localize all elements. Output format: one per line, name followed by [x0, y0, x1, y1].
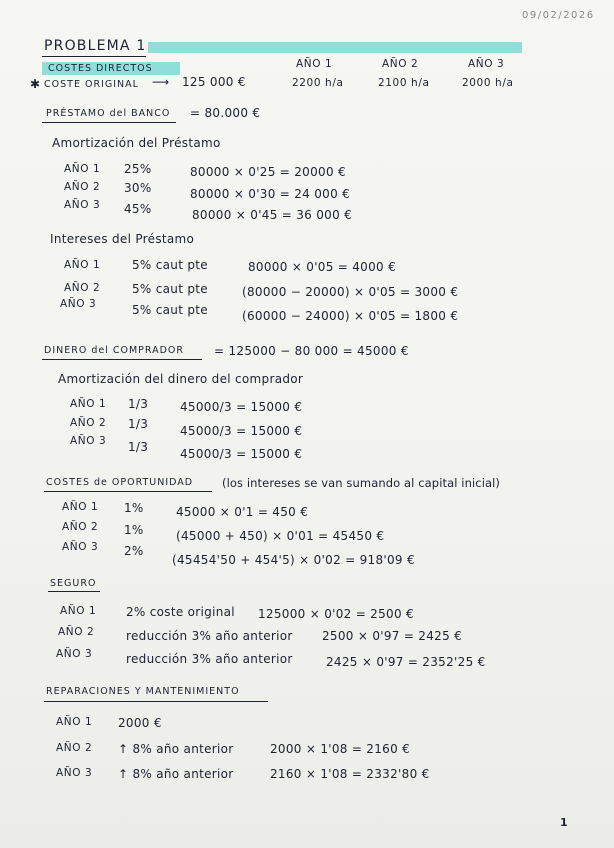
oportunidad-label: COSTES de OPORTUNIDAD	[46, 477, 194, 488]
seguro-year: AÑO 2	[58, 626, 95, 638]
dinero-calc: 45000/3 = 15000 €	[180, 447, 303, 461]
prestamo-underline	[42, 122, 176, 123]
dinero-comprador-label: DINERO del COMPRADOR	[44, 345, 185, 356]
seguro-underline	[48, 591, 100, 592]
dinero-fraction: 1/3	[128, 397, 149, 411]
reparaciones-desc: ↑ 8% año anterior	[118, 767, 234, 781]
seguro-desc: reducción 3% año anterior	[126, 629, 293, 643]
oportunidad-pct: 1%	[124, 523, 144, 537]
seguro-desc: reducción 3% año anterior	[126, 652, 293, 666]
intereses-calc: 80000 × 0'05 = 4000 €	[248, 260, 397, 274]
intereses-rate: 5% caut pte	[132, 258, 208, 272]
arrow-right-icon: ⟶	[152, 75, 170, 89]
reparaciones-year: AÑO 2	[56, 742, 93, 754]
seguro-calc: 125000 × 0'02 = 2500 €	[258, 607, 414, 621]
year-header-2: AÑO 2	[382, 58, 419, 70]
intereses-year: AÑO 2	[64, 282, 101, 294]
amortizacion-calc: 80000 × 0'30 = 24 000 €	[190, 187, 351, 201]
reparaciones-year: AÑO 3	[56, 767, 93, 779]
year-header-1: AÑO 1	[296, 58, 333, 70]
amortizacion-year: AÑO 3	[64, 199, 101, 211]
reparaciones-desc: 2000 €	[118, 716, 162, 730]
page-number: 1	[560, 816, 568, 829]
reparaciones-underline	[44, 701, 268, 702]
reparaciones-calc: 2160 × 1'08 = 2332'80 €	[270, 767, 430, 781]
amortizacion-pct: 45%	[124, 202, 152, 216]
amortizacion-dinero-title: Amortización del dinero del comprador	[58, 372, 304, 386]
reparaciones-calc: 2000 × 1'08 = 2160 €	[270, 742, 411, 756]
amortizacion-pct: 30%	[124, 181, 152, 195]
hours-year-1: 2200 h/a	[292, 77, 344, 89]
oportunidad-year: AÑO 2	[62, 521, 99, 533]
amortizacion-calc: 80000 × 0'25 = 20000 €	[190, 165, 346, 179]
amortizacion-calc: 80000 × 0'45 = 36 000 €	[192, 208, 353, 222]
intereses-prestamo-title: Intereses del Préstamo	[50, 232, 195, 246]
title-underline	[42, 56, 146, 57]
amortizacion-prestamo-title: Amortización del Préstamo	[52, 136, 221, 150]
title-highlight	[148, 42, 522, 53]
prestamo-value: = 80.000 €	[190, 106, 261, 120]
oportunidad-calc: (45454'50 + 454'5) × 0'02 = 918'09 €	[172, 553, 415, 567]
oportunidad-calc: 45000 × 0'1 = 450 €	[176, 505, 309, 519]
dinero-year: AÑO 2	[70, 417, 107, 429]
intereses-calc: (60000 − 24000) × 0'05 = 1800 €	[242, 309, 459, 323]
dinero-calc: 45000/3 = 15000 €	[180, 400, 303, 414]
amortizacion-year: AÑO 2	[64, 181, 101, 193]
hours-year-2: 2100 h/a	[378, 77, 430, 89]
oportunidad-underline	[44, 491, 212, 492]
intereses-year: AÑO 1	[64, 259, 101, 271]
reparaciones-label: REPARACIONES Y MANTENIMIENTO	[46, 686, 240, 697]
dinero-comprador-underline	[42, 359, 202, 360]
seguro-calc: 2425 × 0'97 = 2352'25 €	[326, 655, 486, 669]
seguro-calc: 2500 × 0'97 = 2425 €	[322, 629, 463, 643]
oportunidad-year: AÑO 1	[62, 501, 99, 513]
dinero-comprador-value: = 125000 − 80 000 = 45000 €	[214, 344, 409, 358]
page-date: 09/02/2026	[522, 10, 595, 21]
intereses-rate: 5% caut pte	[132, 303, 208, 317]
prestamo-label: PRÉSTAMO del BANCO	[46, 108, 171, 119]
seguro-label: SEGURO	[50, 578, 97, 589]
seguro-year: AÑO 3	[56, 648, 93, 660]
amortizacion-year: AÑO 1	[64, 163, 101, 175]
reparaciones-desc: ↑ 8% año anterior	[118, 742, 234, 756]
oportunidad-pct: 2%	[124, 544, 144, 558]
dinero-fraction: 1/3	[128, 440, 149, 454]
costes-directos-label: COSTES DIRECTOS	[48, 63, 153, 74]
oportunidad-pct: 1%	[124, 501, 144, 515]
intereses-calc: (80000 − 20000) × 0'05 = 3000 €	[242, 285, 459, 299]
oportunidad-note: (los intereses se van sumando al capital inicial)	[222, 476, 501, 490]
dinero-calc: 45000/3 = 15000 €	[180, 424, 303, 438]
oportunidad-year: AÑO 3	[62, 541, 99, 553]
reparaciones-year: AÑO 1	[56, 716, 93, 728]
year-header-3: AÑO 3	[468, 58, 505, 70]
intereses-rate: 5% caut pte	[132, 282, 208, 296]
seguro-desc: 2% coste original	[126, 605, 235, 619]
dinero-year: AÑO 1	[70, 398, 107, 410]
oportunidad-calc: (45000 + 450) × 0'01 = 45450 €	[176, 529, 385, 543]
amortizacion-pct: 25%	[124, 162, 152, 176]
dinero-year: AÑO 3	[70, 435, 107, 447]
dinero-fraction: 1/3	[128, 417, 149, 431]
hours-year-3: 2000 h/a	[462, 77, 514, 89]
coste-original-label: COSTE ORIGINAL	[44, 79, 139, 90]
seguro-year: AÑO 1	[60, 605, 97, 617]
coste-original-value: 125 000 €	[182, 75, 246, 89]
intereses-year: AÑO 3	[60, 298, 97, 310]
page-title: PROBLEMA 1	[44, 38, 147, 54]
asterisk-bullet: ✱	[30, 77, 41, 91]
